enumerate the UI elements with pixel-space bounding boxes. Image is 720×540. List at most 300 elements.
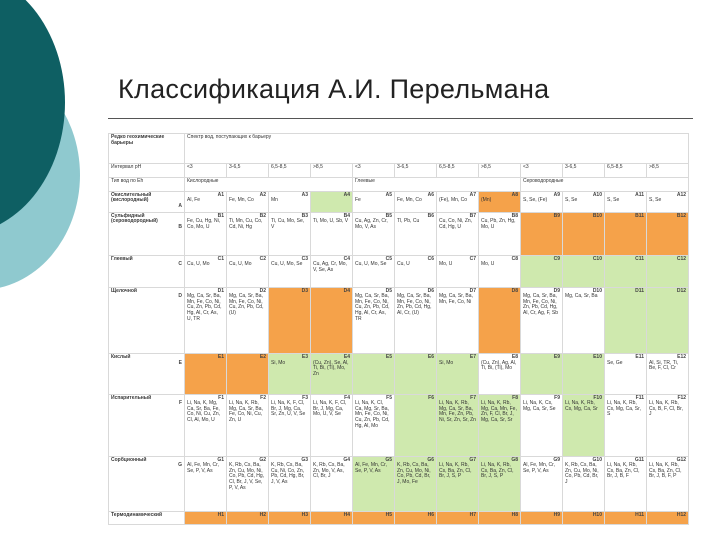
element-list: S, Se	[607, 197, 620, 204]
barrier-code: С3	[301, 255, 308, 262]
barrier-code: Е10	[593, 353, 602, 360]
barrier-letter: А	[178, 202, 182, 209]
barrier-cell	[185, 255, 227, 287]
water-group-gley: Глеевые	[353, 177, 521, 191]
element-list: K, Rb, Cs, Ba, Zn, Cu, Mo, Ni, Co, Pb, Cd, Br, J	[565, 462, 599, 485]
barrier-code: F3	[302, 394, 308, 401]
barrier-code: С8	[511, 255, 518, 262]
barrier-cell	[311, 255, 353, 287]
barrier-code: D1	[217, 287, 224, 294]
barrier-cell	[521, 394, 563, 456]
element-list: (Mn)	[481, 197, 492, 204]
barrier-cell	[227, 255, 269, 287]
ph-range: 6,5-8,5	[269, 163, 311, 177]
ph-range: <3	[521, 163, 563, 177]
barrier-cell	[647, 456, 689, 512]
element-list: Fe, Mn, Co	[229, 197, 254, 204]
barrier-cell	[395, 255, 437, 287]
barrier-row	[109, 456, 689, 512]
element-list: Si, Mo	[439, 359, 454, 366]
barrier-code: А11	[635, 191, 644, 198]
element-list: (Cu, Zn), Ag, Al, Ti, Bi, (Ti), Mo	[481, 359, 517, 372]
barrier-cell	[479, 212, 521, 255]
water-group-sulfide: Сероводородные	[521, 177, 689, 191]
barrier-name	[109, 512, 185, 525]
barrier-cell	[479, 255, 521, 287]
barrier-code: А10	[592, 191, 602, 198]
barrier-code: В2	[259, 212, 266, 219]
barrier-cell	[563, 191, 605, 212]
barrier-code: С6	[427, 255, 434, 262]
element-list: Li, Na, K, Rb, Mg, Ca, Sr, Ba, Mn, Fe, Zn, Pb, Ni, Sr, Zn, Sr, Zn	[439, 400, 476, 423]
element-list: Al, Si, TR, Ti, Be, F, Cl, Cr	[649, 359, 679, 372]
barrier-cell	[521, 212, 563, 255]
barrier-name-text: Термодинамический	[111, 512, 163, 519]
barrier-code: D7	[469, 287, 476, 294]
element-list: K, Rb, Cs, Ba, Zn, Cu, Mo, Ni, Co, Pb, Cd, Br, J, Mo, Fe	[397, 462, 431, 485]
barrier-cell	[311, 212, 353, 255]
barrier-code: С4	[343, 255, 350, 262]
barrier-cell	[479, 353, 521, 394]
barrier-cell	[353, 255, 395, 287]
ph-range: >8,5	[479, 163, 521, 177]
barrier-cell	[437, 212, 479, 255]
slide-title: Классификация А.И. Перельмана	[118, 74, 550, 104]
barrier-cell	[563, 456, 605, 512]
barrier-cell	[605, 191, 647, 212]
barrier-cell	[185, 394, 227, 456]
barrier-cell	[395, 456, 437, 512]
element-list: Li, Na, K, Rb, Cs, Mg, Ca, Sr	[565, 400, 598, 412]
barrier-cell	[521, 255, 563, 287]
barrier-cell	[437, 191, 479, 212]
title-divider	[108, 118, 693, 119]
ph-range: >8,5	[311, 163, 353, 177]
element-list: (Cu, Zn), Se, Al, Ti, Bi, (Ti), Mo, Zn	[313, 359, 349, 377]
barrier-cell	[353, 353, 395, 394]
barrier-cell	[437, 394, 479, 456]
barrier-cell	[353, 512, 395, 525]
barrier-name-text: Сульфидный (сероводородный)	[111, 212, 158, 225]
barrier-cell	[269, 191, 311, 212]
ph-range: 3-6,5	[563, 163, 605, 177]
barrier-code: А1	[217, 191, 224, 198]
barrier-name-text: Окислительный (кислородный)	[111, 191, 152, 204]
barrier-cell	[227, 394, 269, 456]
barrier-code: А7	[469, 191, 476, 198]
barrier-code: F6	[428, 394, 434, 401]
barrier-cell	[563, 212, 605, 255]
classification-table	[108, 133, 689, 525]
classification-table-wrapper	[108, 133, 686, 525]
element-list: Cu, U, Mo, Se	[271, 261, 303, 268]
element-list: Cu, U, Mo	[229, 261, 252, 268]
barrier-letter: В	[178, 224, 182, 231]
element-list: Mg, Ca, Sr, Ba, Mn, Fe, Co, Ni, Zn, Pb, Cd, Hg, Al, Cr, Ag, F, Sb	[523, 293, 559, 317]
barrier-cell	[185, 191, 227, 212]
barrier-code: С1	[217, 255, 224, 262]
barrier-code: D8	[511, 287, 518, 294]
barrier-cell	[479, 394, 521, 456]
element-list: Tl, Pb, Cu	[397, 218, 420, 225]
barrier-code: H11	[635, 512, 644, 519]
barrier-code: G2	[259, 456, 266, 463]
barrier-code: F4	[344, 394, 350, 401]
barrier-cell	[353, 394, 395, 456]
barrier-code: G6	[427, 456, 434, 463]
element-list: Al, Fe, Mn, Cr, Se, P, V, As	[355, 462, 387, 474]
barrier-code: А3	[301, 191, 308, 198]
barrier-code: H4	[343, 512, 350, 519]
barrier-cell	[227, 353, 269, 394]
barrier-cell	[563, 255, 605, 287]
barrier-code: D4	[343, 287, 350, 294]
element-list: Li, Na, K, Rb, Cs, Ba, Zn, Cl, Br, J, S, P	[439, 462, 472, 480]
barrier-code: А9	[553, 191, 560, 198]
ph-range: >8,5	[647, 163, 689, 177]
barrier-code: D10	[592, 287, 602, 294]
barrier-cell	[395, 191, 437, 212]
barrier-code: А2	[259, 191, 266, 198]
barrier-cell	[437, 456, 479, 512]
barrier-code: H6	[427, 512, 434, 519]
barrier-cell	[227, 456, 269, 512]
barrier-code: С7	[469, 255, 476, 262]
barrier-cell	[395, 394, 437, 456]
barrier-cell	[521, 353, 563, 394]
barrier-row	[109, 255, 689, 287]
barrier-code: С12	[676, 255, 687, 262]
barrier-code: F12	[677, 394, 687, 401]
barrier-code: С2	[259, 255, 266, 262]
water-group-oxygen: Кислородные	[185, 177, 353, 191]
barrier-code: H3	[301, 512, 308, 519]
barrier-cell	[479, 287, 521, 353]
barrier-code: H12	[676, 512, 687, 519]
barrier-code: В12	[676, 212, 687, 219]
barrier-row	[109, 394, 689, 456]
barrier-cell	[521, 456, 563, 512]
barrier-letter: Е	[178, 359, 182, 366]
element-list: Ti, Mn, Cu, Co, Cd, Ni, Hg	[229, 218, 263, 231]
barrier-letter: С	[178, 261, 182, 268]
barrier-cell	[269, 212, 311, 255]
barrier-code: Е1	[217, 353, 224, 360]
barrier-cell	[605, 394, 647, 456]
element-list: Mg, Ca, Sr, Ba, Mn, Fe, Co, Ni, Cu, Zn, Pb, Cd, Hg, Al, Cr, As, U, TR	[187, 293, 222, 322]
element-list: Li, Na, K, Rb, Mg, Ca, Mn, Fe, Zn, F, Cl, Br, J, Mg, Ca, Sr, Sr	[481, 400, 517, 423]
element-list: Fe, Cu, Hg, Ni, Co, Mo, U	[187, 218, 221, 231]
element-list: Cu, Ag, Cr, Mo, V, Se, As	[313, 261, 347, 273]
element-list: Li, Na, K, Rb, Cs, B, F, Cl, Br, J	[649, 400, 683, 418]
barrier-code: Е8	[511, 353, 518, 360]
barrier-row	[109, 212, 689, 255]
barrier-code: Е5	[385, 353, 392, 360]
element-list: Cu, U	[397, 261, 410, 268]
barrier-code: В4	[343, 212, 350, 219]
element-list: Li, Na, K, Rb, Cs, Ba, Zn, Cl, Br, J, B, F, P	[649, 462, 682, 480]
barrier-code: Е4	[343, 353, 350, 360]
barrier-code: G4	[343, 456, 350, 463]
barrier-code: В11	[635, 212, 644, 219]
element-list: Li, Na, K, Mg, Ca, Sr, Ba, Fe, Co, Ni, Cu, Zn, Cl, Al, Mo, U	[187, 400, 221, 423]
barrier-name	[109, 255, 185, 287]
element-list: Mo, U	[439, 261, 453, 268]
barrier-cell	[605, 255, 647, 287]
barrier-row	[109, 191, 689, 212]
barrier-code: F11	[635, 394, 644, 401]
barrier-cell	[521, 191, 563, 212]
element-list: Mg, Ca, Sr, Ba	[565, 293, 598, 300]
barrier-name	[109, 287, 185, 353]
barrier-code: В3	[301, 212, 308, 219]
element-list: S, Se	[649, 197, 662, 204]
element-list: Mg, Ca, Sr, Ba, Mn, Fe, Co, Ni, Zn, Pb, Cd, Hg, Al, Cr, (U)	[397, 293, 432, 317]
barrier-name-text: Кислый	[111, 353, 131, 360]
barrier-code: В8	[511, 212, 518, 219]
barrier-cell	[563, 353, 605, 394]
barrier-cell	[563, 394, 605, 456]
element-list: Mn	[271, 197, 278, 204]
barrier-code: Е7	[469, 353, 476, 360]
barrier-name	[109, 394, 185, 456]
barrier-cell	[311, 353, 353, 394]
barrier-cell	[227, 212, 269, 255]
barrier-cell	[269, 353, 311, 394]
barrier-code: G1	[217, 456, 224, 463]
barrier-cell	[227, 287, 269, 353]
barrier-cell	[311, 512, 353, 525]
ph-range: 6,5-8,5	[605, 163, 647, 177]
barrier-code: С10	[592, 255, 602, 262]
element-list: Cu, Ag, Zn, Cr, Mo, V, As	[355, 218, 388, 231]
barrier-cell	[353, 456, 395, 512]
barrier-row	[109, 512, 689, 525]
barrier-cell	[185, 456, 227, 512]
barrier-cell	[605, 287, 647, 353]
element-list: Li, Na, K, Rb, Cs, Ba, Zn, Cl, Br, J, B, F	[607, 462, 640, 480]
barrier-cell	[605, 212, 647, 255]
barrier-code: H2	[259, 512, 266, 519]
barrier-cell	[647, 287, 689, 353]
barrier-code: H1	[217, 512, 224, 519]
element-list: Li, Na, K, F, Cl, Br, J, Mg, Ca, Sr, Zn, U, V, Se	[271, 400, 306, 418]
barrier-code: В6	[427, 212, 434, 219]
barrier-cell	[269, 456, 311, 512]
element-list: Mg, Ca, Sr, Ba, Mn, Fe, Co, Ni	[439, 293, 473, 305]
barrier-code: H7	[469, 512, 476, 519]
barrier-code: F9	[554, 394, 560, 401]
barrier-code: С9	[553, 255, 560, 262]
barrier-cell	[437, 287, 479, 353]
element-list: Al, Fe, Mn, Cr, Se, P, V, As	[523, 462, 555, 474]
barrier-code: В5	[385, 212, 392, 219]
barrier-letter: F	[178, 400, 182, 407]
element-list: Cu, Co, Ni, Zn, Cd, Hg, U	[439, 218, 473, 231]
barrier-cell	[647, 191, 689, 212]
barrier-cell	[437, 512, 479, 525]
barrier-code: А5	[385, 191, 392, 198]
element-list: K, Rb, Cs, Ba, Cu, Ni, Co, Zn, Pb, Cd, Hg, Br, J, V, As	[271, 462, 305, 485]
barrier-code: F2	[260, 394, 266, 401]
ph-header: Интервал pH	[109, 163, 185, 177]
barrier-code: F5	[386, 394, 392, 401]
ph-range: <3	[353, 163, 395, 177]
barrier-cell	[227, 191, 269, 212]
element-list: Cu, Pb, Zn, Hg, Mo, U	[481, 218, 516, 231]
barrier-cell	[647, 394, 689, 456]
redox-header: Тип вод по Eh	[109, 177, 185, 191]
element-list: Li, Na, K, Cl, Ca, Mg, Sr, Ba, Mn, Fe, Co, Ni, Cu, Zn, Pb, Cd, Hg, Al, Mo	[355, 400, 390, 429]
element-list: Fe, Mn, Co	[397, 197, 422, 204]
ph-range: 6,5-8,5	[437, 163, 479, 177]
barrier-cell	[605, 456, 647, 512]
barrier-code: Е2	[259, 353, 266, 360]
barrier-cell	[479, 191, 521, 212]
barrier-cell	[227, 512, 269, 525]
barrier-code: H5	[385, 512, 392, 519]
barrier-code: Е11	[635, 353, 644, 360]
barrier-code: F10	[593, 394, 602, 401]
barrier-cell	[269, 394, 311, 456]
barrier-header: Редко геохимические барьеры	[109, 134, 185, 164]
element-list: Li, Na, K, F, Cl, Br, J, Mg, Ca, Mo, U, V, Se	[313, 400, 347, 418]
barrier-code: D9	[553, 287, 560, 294]
barrier-code: G11	[634, 456, 644, 463]
barrier-code: H8	[511, 512, 518, 519]
element-list: Ti, Cu, Mo, Se, V	[271, 218, 305, 231]
barrier-code: Е6	[427, 353, 434, 360]
barrier-cell	[185, 512, 227, 525]
barrier-cell	[479, 456, 521, 512]
element-list: Li, Na, K, Rb, Cs, Mg, Ca, Sr, S	[607, 400, 641, 418]
barrier-name	[109, 191, 185, 212]
barrier-row	[109, 353, 689, 394]
barrier-code: А4	[343, 191, 350, 198]
element-list: Mg, Ca, Sr, Ba, Mn, Fe, Co, Ni, Cu, Zn, Pb, Cd, (U)	[229, 293, 264, 317]
barrier-code: D12	[676, 287, 687, 294]
barrier-code: G8	[511, 456, 518, 463]
element-list: Li, Na, K, Rb, Mg, Ca, Sr, Ba, Fe, Co, Ni, Cu, Zn, U	[229, 400, 263, 423]
barrier-cell	[647, 212, 689, 255]
barrier-code: D3	[301, 287, 308, 294]
barrier-code: С5	[385, 255, 392, 262]
barrier-cell	[311, 456, 353, 512]
barrier-name-text: Щелочной	[111, 287, 137, 294]
element-list: K, Rb, Cs, Ba, Zn, Mo, V, As, Cl, Br, J	[313, 462, 345, 480]
barrier-cell	[395, 353, 437, 394]
barrier-cell	[185, 353, 227, 394]
barrier-code: G3	[301, 456, 308, 463]
element-list: (Fe), Mn, Co	[439, 197, 468, 204]
barrier-name	[109, 353, 185, 394]
element-list: Si, Mo	[271, 359, 286, 366]
barrier-letter: G	[178, 462, 182, 469]
element-list: Se, Ge	[607, 359, 623, 366]
barrier-name	[109, 212, 185, 255]
ph-range: 3-6,5	[395, 163, 437, 177]
barrier-code: H10	[592, 512, 602, 519]
barrier-code: G10	[592, 456, 602, 463]
barrier-code: D6	[427, 287, 434, 294]
element-list: Mg, Ca, Sr, Ba, Mn, Fe, Co, Ni, Cu, Zn, Pb, Cd, Hg, Al, Cr, As, TR	[355, 293, 390, 322]
barrier-code: В1	[217, 212, 224, 219]
barrier-cell	[605, 353, 647, 394]
barrier-cell	[647, 353, 689, 394]
barrier-cell	[395, 287, 437, 353]
barrier-cell	[647, 255, 689, 287]
barrier-code: F8	[512, 394, 518, 401]
barrier-code: D11	[635, 287, 644, 294]
barrier-cell	[395, 212, 437, 255]
barrier-cell	[269, 287, 311, 353]
element-list: S, Se, (Fe)	[523, 197, 548, 204]
element-list: Al, Fe	[187, 197, 201, 204]
element-list: Fe	[355, 197, 361, 204]
barrier-code: А12	[676, 191, 687, 198]
barrier-code: G12	[676, 456, 687, 463]
barrier-code: G5	[385, 456, 392, 463]
barrier-cell	[311, 191, 353, 212]
barrier-cell	[353, 191, 395, 212]
barrier-code: Е3	[301, 353, 308, 360]
barrier-code: А8	[511, 191, 518, 198]
water-spectrum-header: Спектр вод, поступающих к барьеру	[185, 134, 689, 164]
barrier-cell	[269, 255, 311, 287]
element-list: Ti, Mo, U, Sb, V	[313, 218, 349, 225]
barrier-cell	[521, 287, 563, 353]
barrier-name-text: Глеевый	[111, 255, 133, 262]
barrier-code: D5	[385, 287, 392, 294]
barrier-letter: D	[178, 293, 182, 300]
barrier-cell	[437, 353, 479, 394]
element-list: K, Rb, Cs, Ba, Zn, Cu, Mo, Ni, Co, Pb, Cd, Hg, Cl, Br, J, V, Se, P, V, As	[229, 462, 265, 491]
barrier-rows	[109, 191, 689, 524]
ph-range: <3	[185, 163, 227, 177]
barrier-code: G7	[469, 456, 476, 463]
element-list: Li, Na, K, Cs, Mg, Ca, Sr, Se	[523, 400, 556, 412]
barrier-code: С11	[635, 255, 644, 262]
element-list: Al, Fe, Mn, Cr, Se, P, V, As	[187, 462, 219, 474]
barrier-code: Е12	[677, 353, 687, 360]
barrier-cell	[437, 255, 479, 287]
barrier-name-text: Сорбционный	[111, 456, 147, 463]
barrier-code: F1	[218, 394, 224, 401]
barrier-code: H9	[553, 512, 560, 519]
element-list: Cu, U, Mo	[187, 261, 210, 268]
ph-range: 3-6,5	[227, 163, 269, 177]
barrier-code: G9	[553, 456, 560, 463]
barrier-code: В7	[469, 212, 476, 219]
barrier-cell	[311, 287, 353, 353]
barrier-code: D2	[259, 287, 266, 294]
barrier-name	[109, 456, 185, 512]
element-list: Mo, U	[481, 261, 495, 268]
barrier-cell	[353, 287, 395, 353]
barrier-cell	[395, 512, 437, 525]
element-list: Cu, U, Mo, Se	[355, 261, 387, 268]
element-list: Li, Na, K, Rb, Cs, Ba, Zn, Cl, Br, J, S, P	[481, 462, 514, 480]
barrier-cell	[647, 512, 689, 525]
barrier-code: А6	[427, 191, 434, 198]
barrier-cell	[479, 512, 521, 525]
barrier-cell	[563, 287, 605, 353]
barrier-cell	[311, 394, 353, 456]
barrier-cell	[353, 212, 395, 255]
barrier-cell	[563, 512, 605, 525]
barrier-code: F7	[470, 394, 476, 401]
barrier-cell	[269, 512, 311, 525]
